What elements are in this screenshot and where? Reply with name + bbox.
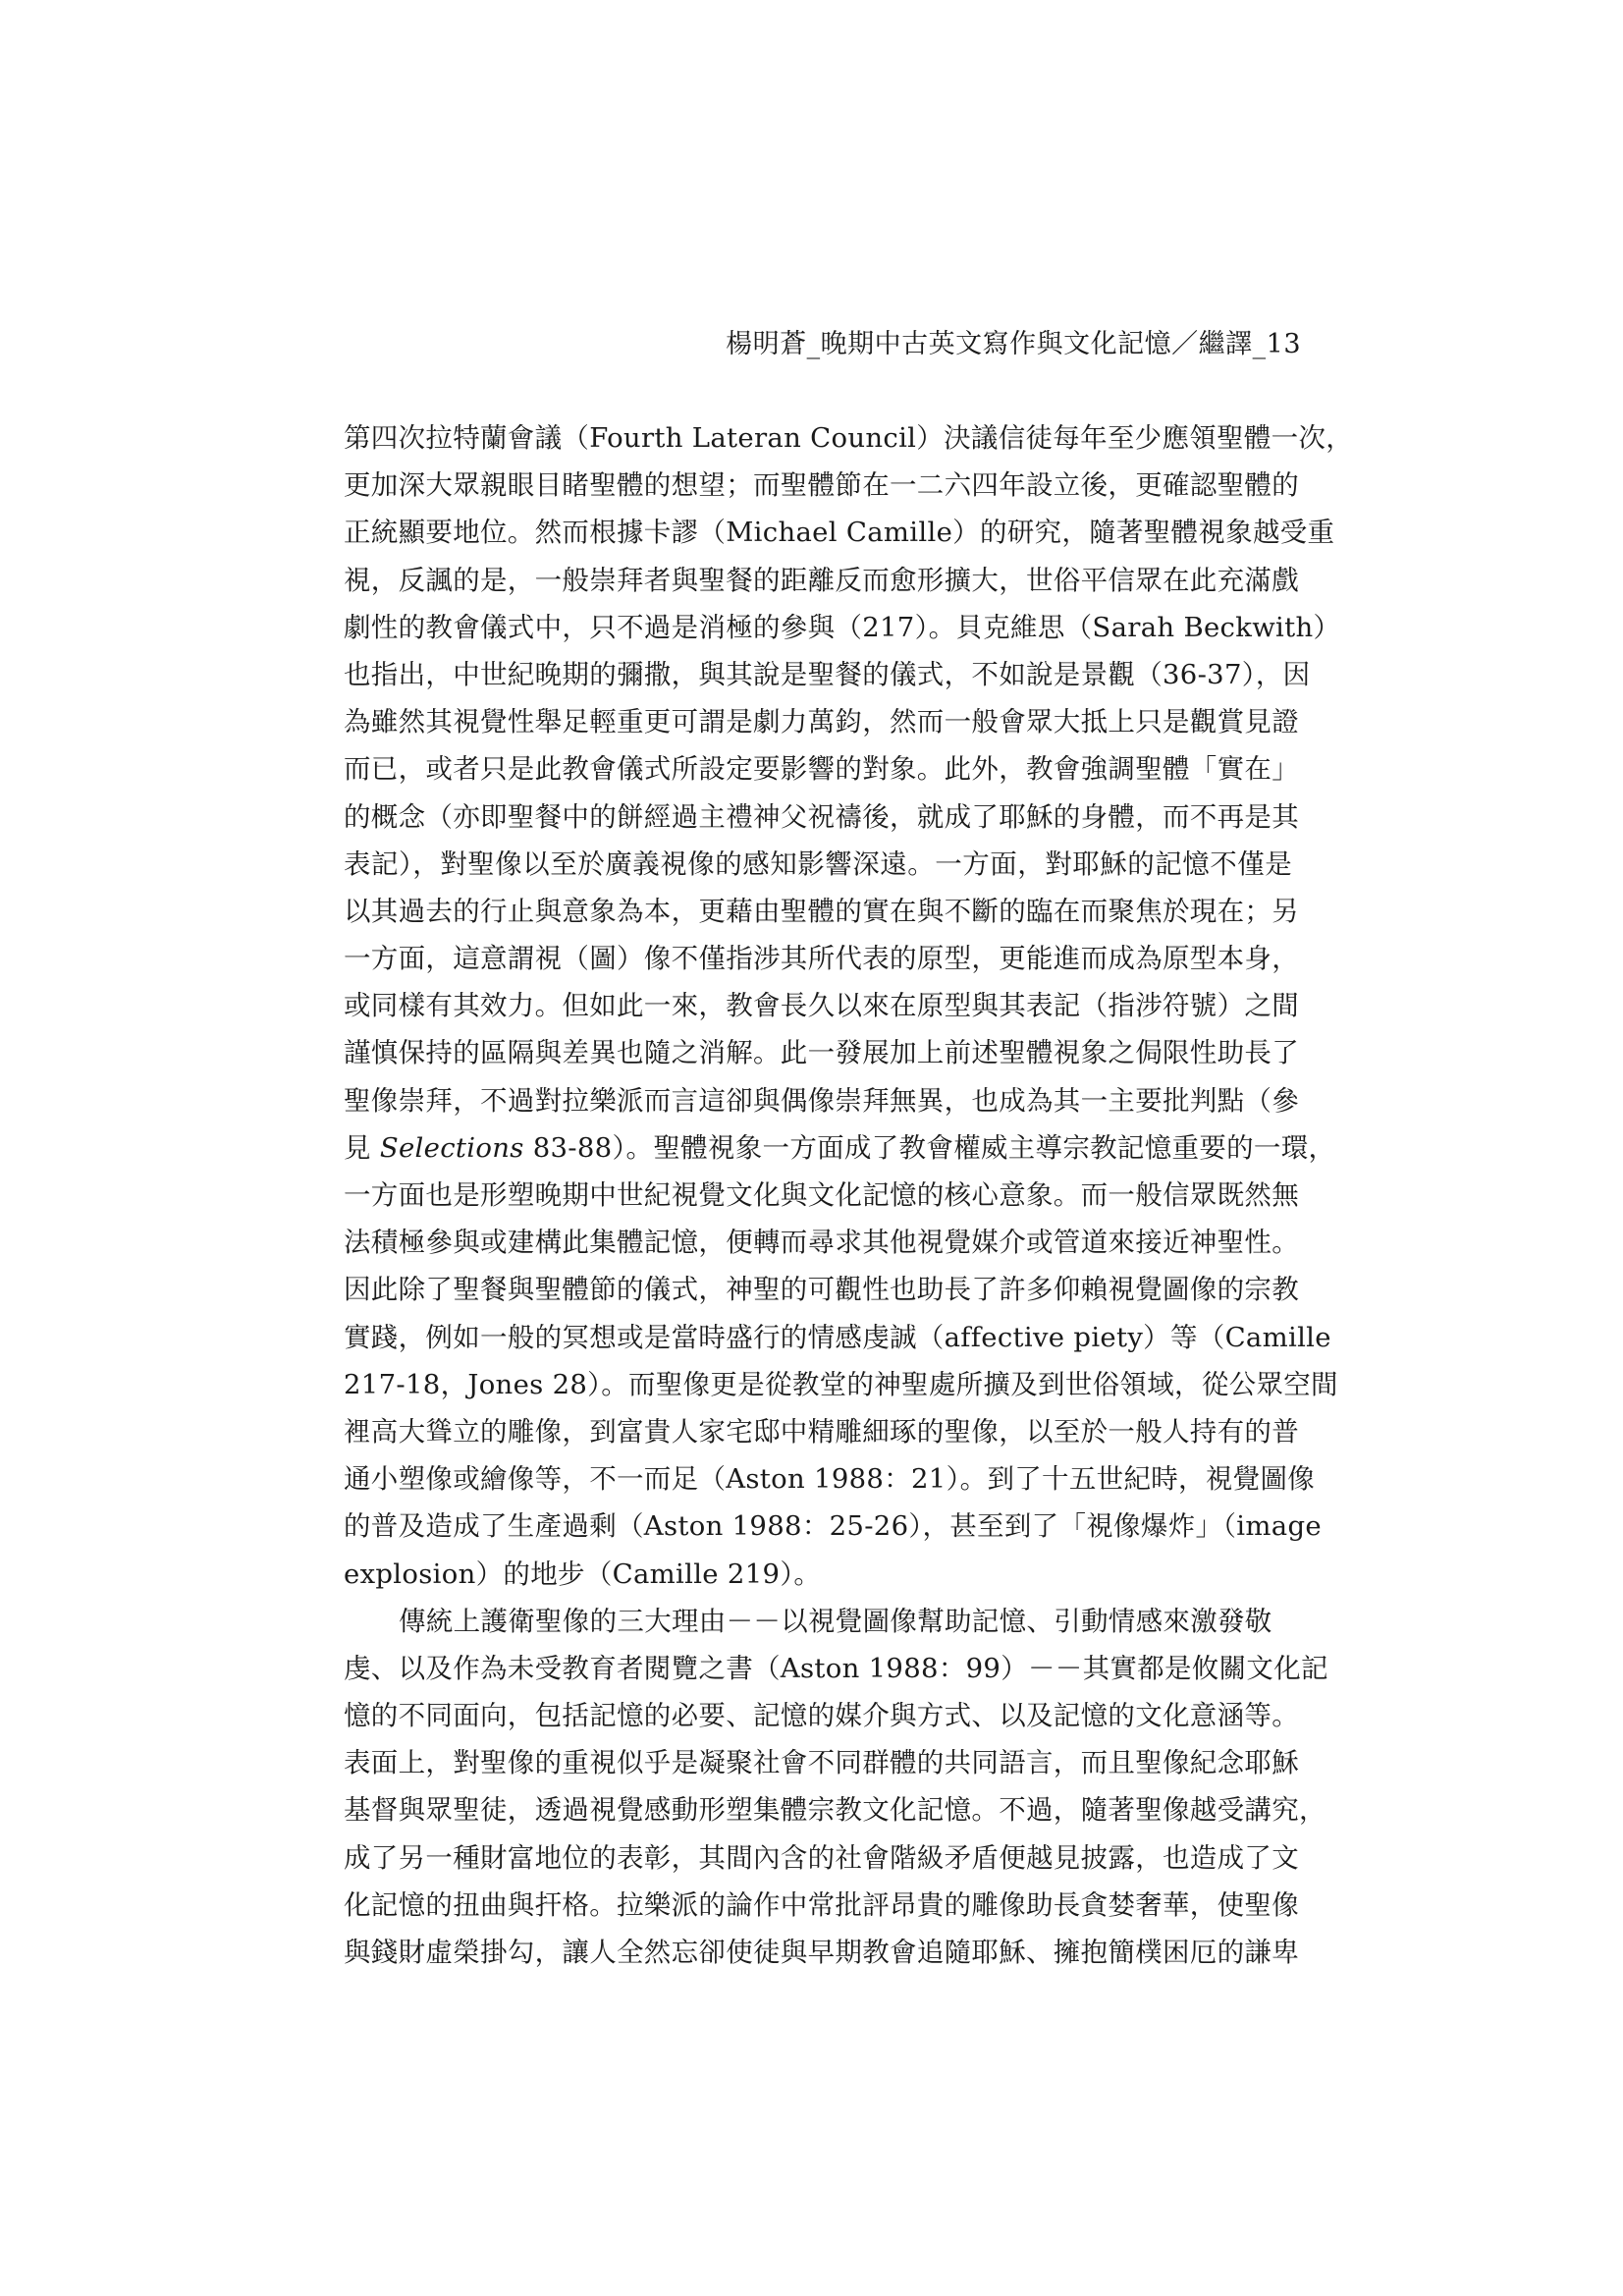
- text-line: 更加深大眾親眼目睹聖體的想望；而聖體節在一二六四年設立後，更確認聖體的: [344, 469, 1299, 502]
- text-line: 因此除了聖餐與聖體節的儀式，神聖的可觀性也助長了許多仰賴視覺圖像的宗教: [344, 1274, 1299, 1306]
- text-line: 實踐，例如一般的冥想或是當時盛行的情感虔誠（affective piety）等（Camille: [344, 1321, 1331, 1353]
- text-line: 視，反諷的是，一般崇拜者與聖餐的距離反而愈形擴大，世俗平信眾在此充滿戲: [344, 564, 1299, 596]
- text-line: 表記），對聖像以至於廣義視像的感知影響深遠。一方面，對耶穌的記憶不僅是: [344, 847, 1292, 880]
- text-line: 而已，或者只是此教會儀式所設定要影響的對象。此外，教會強調聖體「實在」: [344, 753, 1299, 786]
- text-line: 劇性的教會儀式中，只不過是消極的參與（217）。貝克維思（Sarah Beckwith）: [344, 611, 1341, 643]
- text-line: 的普及造成了生產過剩（Aston 1988：25-26），甚至到了「視像爆炸」（image: [344, 1510, 1322, 1543]
- text-line: 或同樣有其效力。但如此一來，教會長久以來在原型與其表記（指涉符號）之間: [344, 990, 1299, 1022]
- text-line: 憶的不同面向，包括記憶的必要、記憶的媒介與方式、以及記憶的文化意涵等。: [344, 1700, 1299, 1732]
- text-line: 化記憶的扭曲與扞格。拉樂派的論作中常批評昂貴的雕像助長貪婪奢華，使聖像: [344, 1888, 1299, 1921]
- text-line: 一方面，這意謂視（圖）像不僅指涉其所代表的原型，更能進而成為原型本身，: [344, 943, 1299, 975]
- text-line: explosion）的地步（Camille 219）。: [344, 1558, 822, 1590]
- text-line: 以其過去的行止與意象為本，更藉由聖體的實在與不斷的臨在而聚焦於現在；另: [344, 895, 1299, 927]
- text-line: 正統顯要地位。然而根據卡謬（Michael Camille）的研究，隨著聖體視象越受重: [344, 517, 1335, 549]
- text-line: 基督與眾聖徒，透過視覺感動形塑集體宗教文化記憶。不過，隨著聖像越受講究，: [344, 1794, 1326, 1827]
- text-line: 217-18，Jones 28）。而聖像更是從教堂的神聖處所擴及到世俗領域，從公眾空間: [344, 1368, 1338, 1400]
- body-text: [344, 414, 1354, 1976]
- paragraph: [344, 414, 1354, 1598]
- text-line: 法積極參與或建構此集體記憶，便轉而尋求其他視覺媒介或管道來接近神聖性。: [344, 1227, 1299, 1259]
- text-line: 也指出，中世紀晚期的彌撒，與其說是聖餐的儀式，不如說是景觀（36-37），因: [344, 658, 1311, 690]
- text-line: 聖像崇拜，不過對拉樂派而言這卻與偶像崇拜無異，也成為其一主要批判點（參: [344, 1084, 1299, 1117]
- text-line: 裡高大聳立的雕像，到富貴人家宅邸中精雕細琢的聖像，以至於一般人持有的普: [344, 1415, 1299, 1448]
- text-line: 成了另一種財富地位的表彰，其間內含的社會階級矛盾便越見披露，也造成了文: [344, 1841, 1299, 1874]
- paragraph: [344, 1598, 1328, 1977]
- text-line: 傳統上護衛聖像的三大理由－－以視覺圖像幫助記憶、引動情感來激發敬: [399, 1605, 1272, 1637]
- text-line: 一方面也是形塑晚期中世紀視覺文化與文化記憶的核心意象。而一般信眾既然無: [344, 1179, 1299, 1211]
- running-header: 楊明蒼_晚期中古英文寫作與文化記憶／繼譯_13: [726, 329, 1301, 359]
- text-line: 表面上，對聖像的重視似乎是凝聚社會不同群體的共同語言，而且聖像紀念耶穌: [344, 1747, 1299, 1779]
- text-line: 第四次拉特蘭會議（Fourth Lateran Council）決議信徒每年至少應領聖體一次，: [344, 422, 1354, 454]
- text-line: 虔、以及作為未受教育者閱覽之書（Aston 1988：99）－－其實都是攸關文化記: [344, 1652, 1328, 1684]
- text-line: 謹慎保持的區隔與差異也隨之消解。此一發展加上前述聖體視象之侷限性助長了: [344, 1037, 1299, 1069]
- text-line: 見 Selections 83-88）。聖體視象一方面成了教會權威主導宗教記憶重要的一環，: [344, 1131, 1336, 1164]
- text-line: 為雖然其視覺性舉足輕重更可謂是劇力萬鈞，然而一般會眾大抵上只是觀賞見證: [344, 706, 1299, 738]
- text-line: 的概念（亦即聖餐中的餅經過主禮神父祝禱後，就成了耶穌的身體，而不再是其: [344, 800, 1299, 833]
- text-line: 通小塑像或繪像等，不一而足（Aston 1988：21）。到了十五世紀時，視覺圖像: [344, 1463, 1316, 1496]
- text-line: 與錢財虛榮掛勾，讓人全然忘卻使徒與早期教會追隨耶穌、擁抱簡樸困厄的謙卑: [344, 1937, 1299, 1968]
